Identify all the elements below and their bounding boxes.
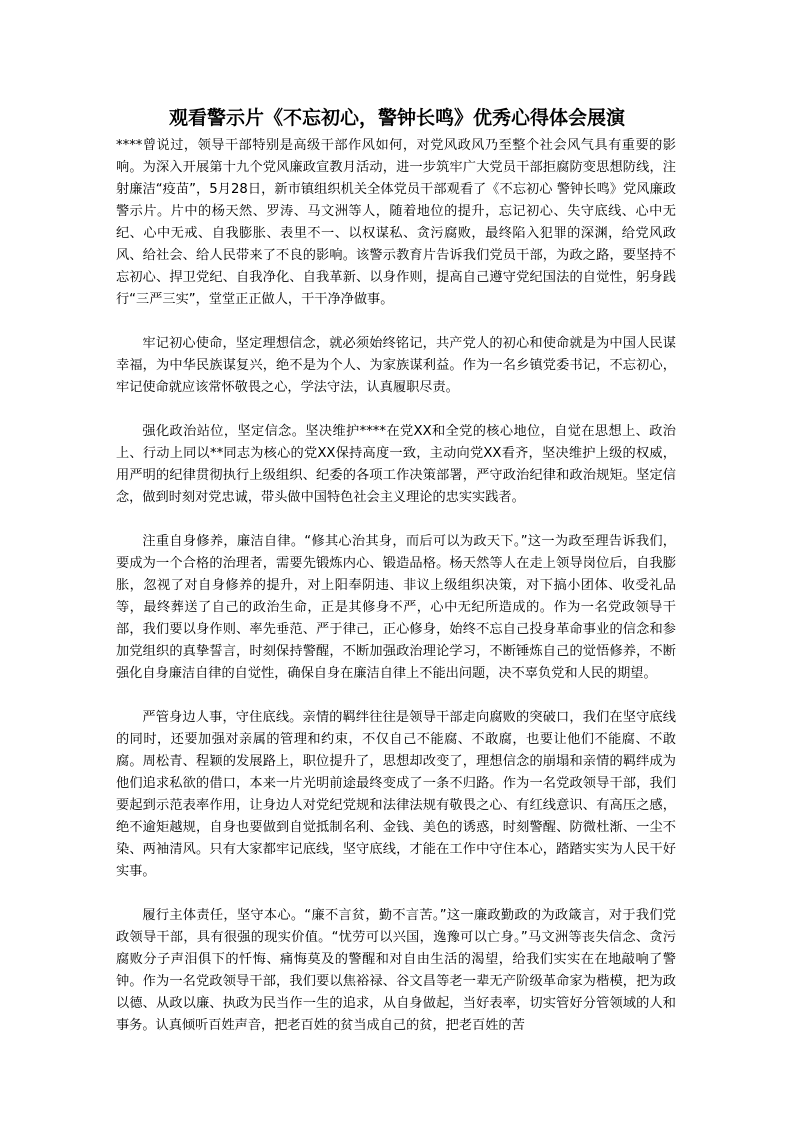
document-body (116, 135, 676, 1059)
document-title: 观看警示片《不忘初心，警钟长鸣》优秀心得体会展演 (168, 107, 625, 129)
paragraph-political-stance: 强化政治站位，坚定信念。坚决维护****在党XX和全党的核心地位，自觉在思想上、政治上、行动上同以**同志为核心的党XX保持高度一致，主动向党XX看齐，坚决维护上级的权威，用严明的纪律贯彻执行上级组织、纪委的各项工作决策部署，严守政治纪律和政治规矩。坚定信念，做到时刻对党忠诚，带头做中国特色社会主义理论的忠实实践者。 (116, 424, 676, 505)
paragraph-family-supervision: 严管身边人事，守住底线。亲情的羁绊往往是领导干部走向腐败的突破口，我们在坚守底线的同时，还要加强对亲属的管理和约束，不仅自己不能腐、不敢腐，也要让他们不能腐、不敢腐。周松青、程颖的发展路上，职位提升了，思想却改变了，理想信念的崩塌和亲情的羁绊成为他们追求私欲的借口，本来一片光明前途最终变成了一条不归路。作为一名党政领导干部，我们要起到示范表率作用，让身边人对党纪党规和法律法规有敬畏之心、有红线意识、有高压之感，绝不逾矩越规，自身也要做到自觉抵制名利、金钱、美色的诱惑，时刻警醒、防微杜渐、一尘不染、两袖清风。只有大家都牢记底线，坚守底线，才能在工作中守住本心，踏踏实实为人民干好实事。 (116, 710, 676, 879)
paragraph-main-responsibility: 履行主体责任，坚守本心。“廉不言贫，勤不言苦。”这一廉政勤政的为政箴言，对于我们党政领导干部，具有很强的现实价值。“忧劳可以兴国，逸豫可以亡身。”马文洲等丧失信念、贪污腐败分子声泪俱下的忏悔、痛悔莫及的警醒和对自由生活的渴望，给我们实实在在地敲响了警钟。作为一名党政领导干部，我们要以焦裕禄、谷文昌等老一辈无产阶级革命家为楷模，把为政以德、从政以廉、执政为民当作一生的追求，从自身做起，当好表率，切实管好分管领域的人和事务。认真倾听百姓声音，把老百姓的贫当成自己的贫，把老百姓的苦 (116, 908, 676, 1033)
paragraph-intro: ****曾说过，领导干部特别是高级干部作风如何，对党风政风乃至整个社会风气具有重要的影响。为深入开展第十九个党风廉政宣教月活动，进一步筑牢广大党员干部拒腐防变思想防线，注射廉洁“疫苗”，5月28日，新市镇组织机关全体党员干部观看了《不忘初心 警钟长鸣》党风廉政警示片。片中的杨天然、罗涛、马文洲等人，随着地位的提升，忘记初心、失守底线、心中无纪、心中无戒、自我膨胀、表里不一、以权谋私、贪污腐败，最终陷入犯罪的深渊，给党风政风、给社会、给人民带来了不良的影响。该警示教育片告诉我们党员干部，为政之路，要坚持不忘初心、捍卫党纪、自我净化、自我革新、以身作则，提高自己遵守党纪国法的自觉性，躬身践行“三严三实”，堂堂正正做人，干干净净做事。 (116, 138, 676, 307)
paragraph-self-cultivation: 注重自身修养，廉洁自律。“修其心治其身，而后可以为政天下。”这一为政至理告诉我们，要成为一个合格的治理者，需要先锻炼内心、锻造品格。杨天然等人在走上领导岗位后，自我膨胀，忽视了对自身修养的提升，对上阳奉阴违、非议上级组织决策，对下搞小团体、收受礼品等，最终葬送了自己的政治生命，正是其修身不严，心中无纪所造成的。作为一名党政领导干部，我们要以身作则、率先垂范、严于律己，正心修身，始终不忘自己投身革命事业的信念和参加党组织的真挚誓言，时刻保持警醒，不断加强政治理论学习，不断锤炼自己的觉悟修养，不断强化自身廉洁自律的自觉性，确保自身在廉洁自律上不能出问题，决不辜负党和人民的期望。 (116, 534, 676, 681)
paragraph-original-mission: 牢记初心使命，坚定理想信念，就必须始终铭记，共产党人的初心和使命就是为中国人民谋幸福，为中华民族谋复兴，绝不是为个人、为家族谋利益。作为一名乡镇党委书记，不忘初心，牢记使命就应该常怀敬畏之心，学法守法，认真履职尽责。 (116, 336, 676, 395)
